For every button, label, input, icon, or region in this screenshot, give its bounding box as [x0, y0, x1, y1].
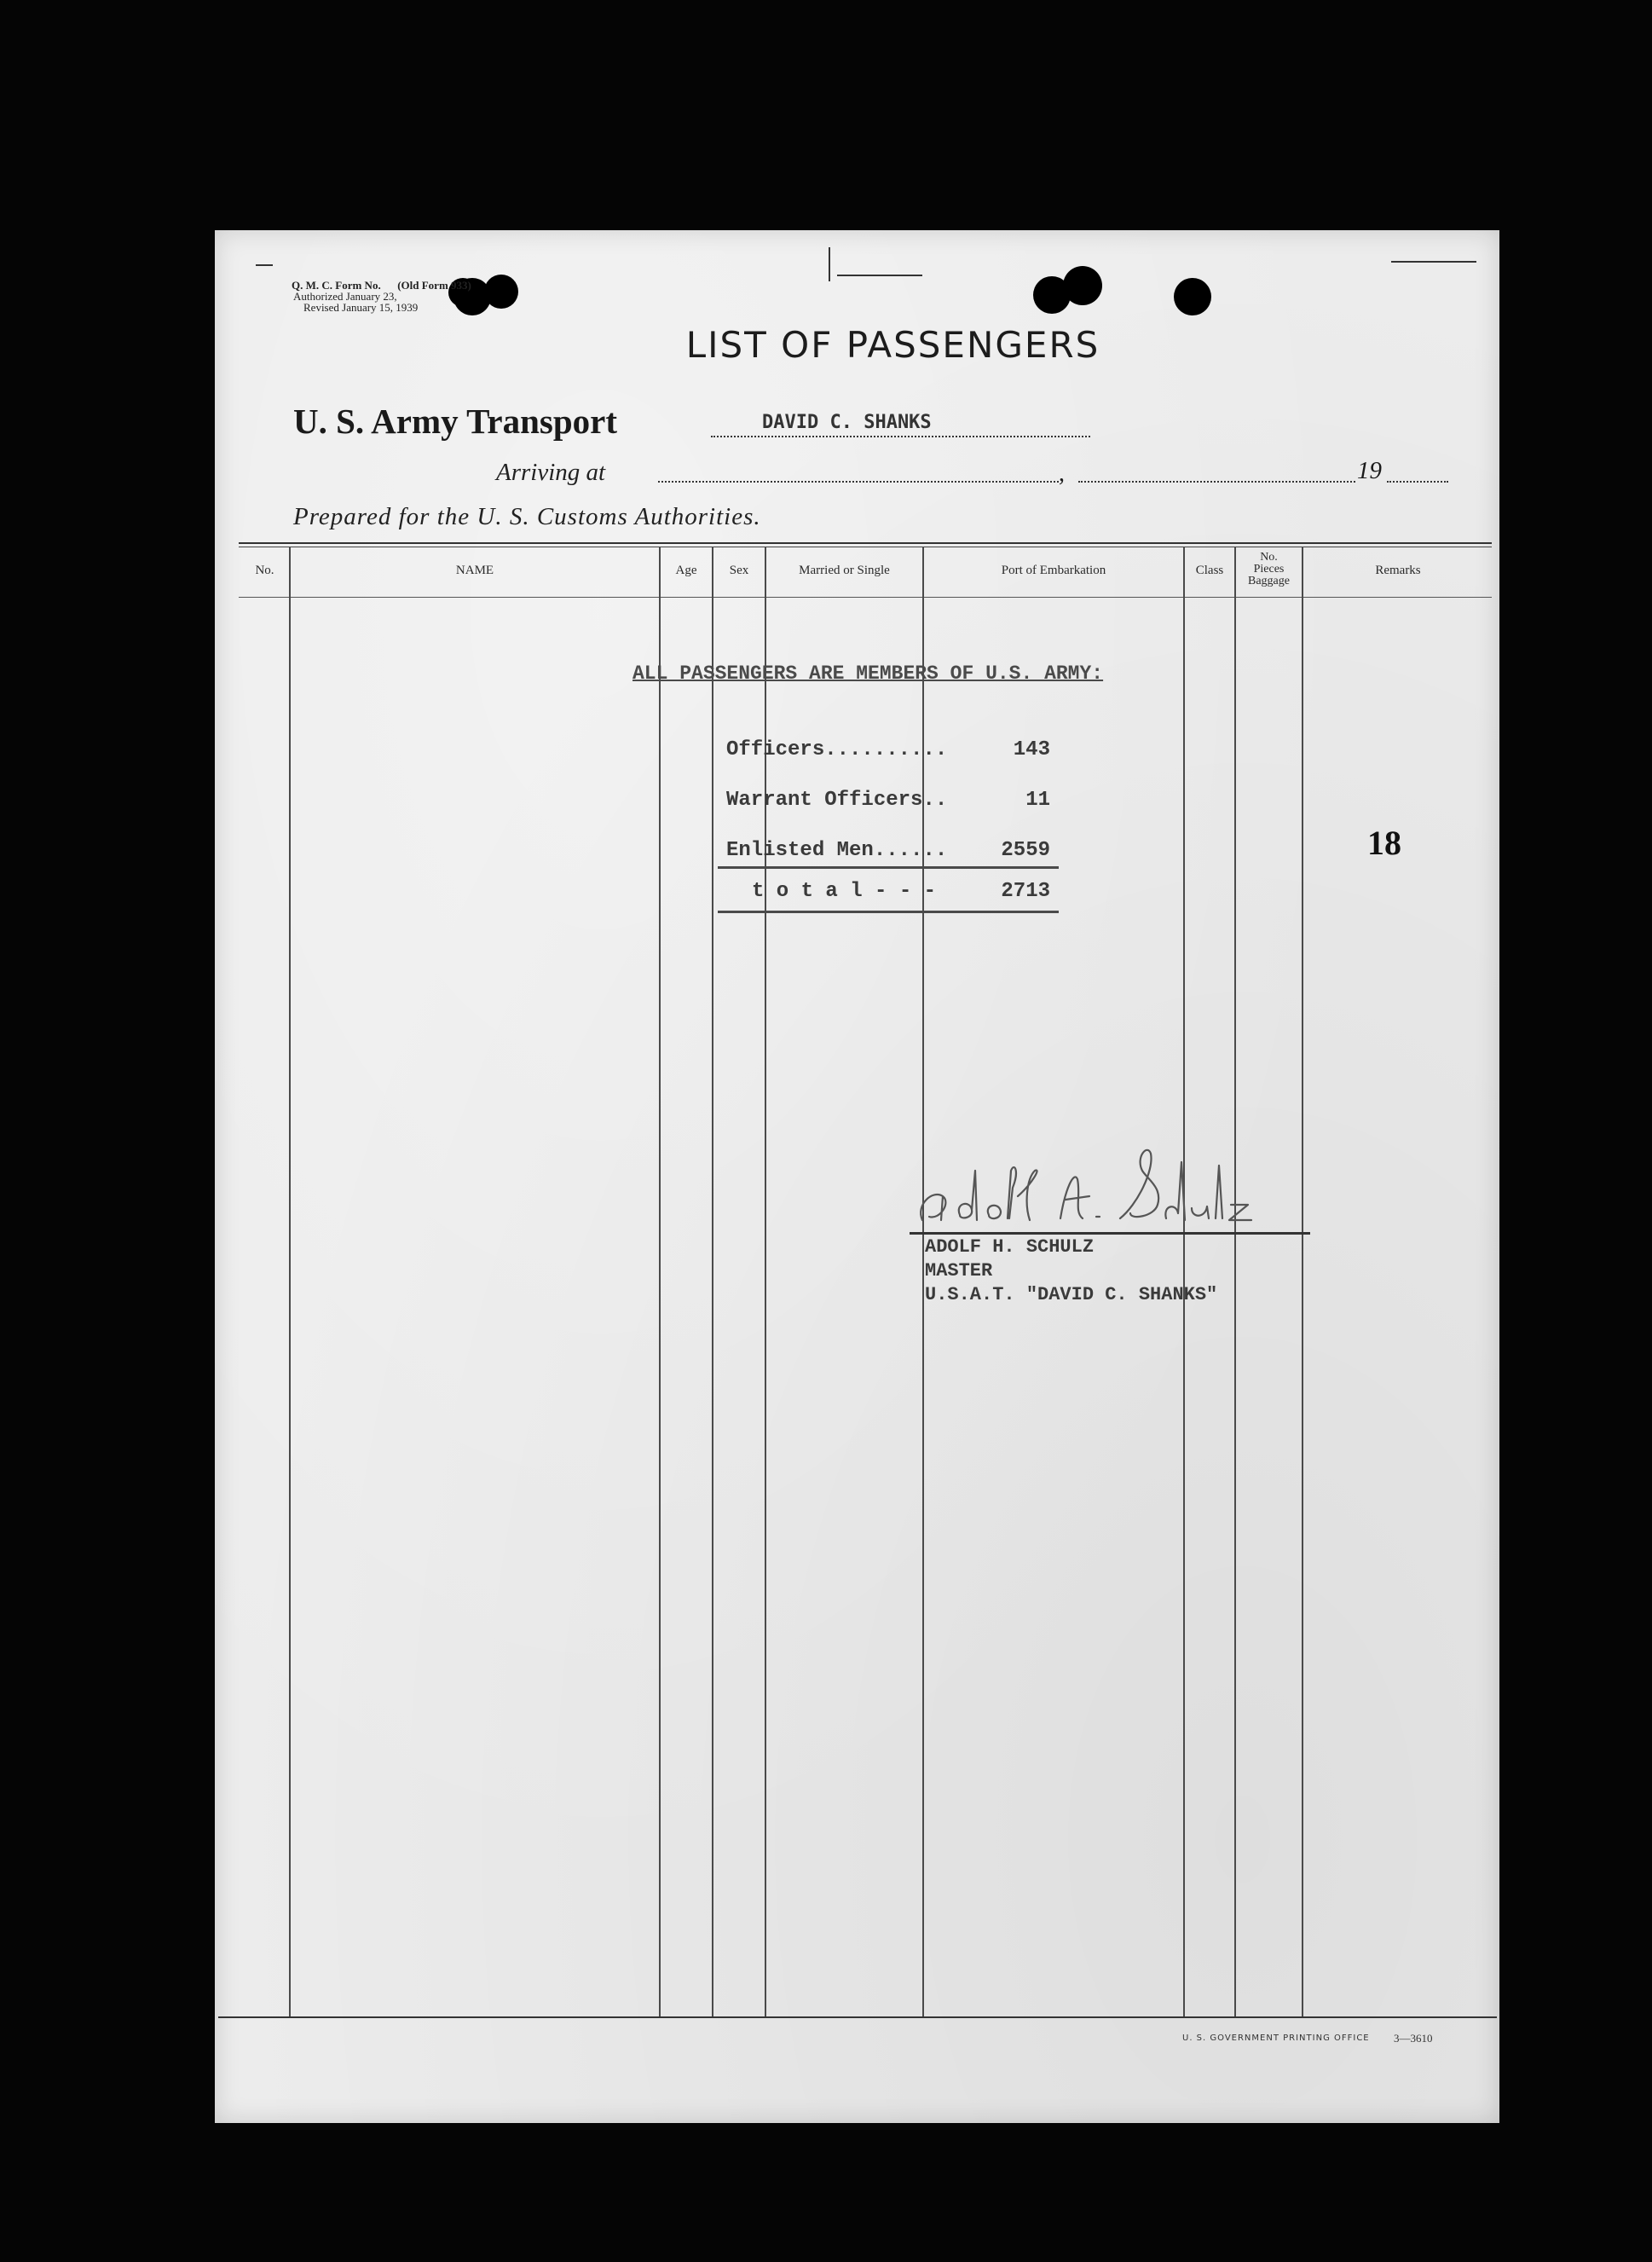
passengers-banner: ALL PASSENGERS ARE MEMBERS OF U.S. ARMY: — [632, 662, 1104, 685]
prepared-for: Prepared for the U. S. Customs Authorities. — [293, 503, 761, 530]
old-form-number: (Old Form 933) — [397, 279, 471, 292]
subtotal-rule — [718, 866, 1059, 869]
form-metadata — [292, 280, 471, 313]
arrival-date-field — [1078, 481, 1355, 483]
column-divider — [922, 547, 924, 2016]
column-divider — [712, 547, 713, 2016]
column-header-married-or-single: Married or Single — [799, 564, 890, 577]
column-divider — [1183, 547, 1185, 2016]
form-revised: Revised January 15, 1939 — [303, 301, 419, 314]
signature-rule — [910, 1232, 1310, 1235]
warrant-officers-count: 11 — [1025, 789, 1050, 812]
column-header-port-of-embarkation: Port of Embarkation — [1001, 564, 1106, 577]
page-title: LIST OF PASSENGERS — [685, 324, 1100, 366]
printing-office-imprint: U. S. GOVERNMENT PRINTING OFFICE — [1182, 2033, 1370, 2043]
transport-label: U. S. Army Transport — [293, 402, 618, 441]
pieces-header-line-2: Pieces — [1253, 563, 1285, 576]
punch-hole — [484, 275, 518, 309]
column-header-pieces-baggage — [1236, 552, 1302, 587]
remarks-sheet-number: 18 — [1367, 824, 1401, 862]
enlisted-men-count: 2559 — [1001, 839, 1050, 862]
passenger-list-form — [215, 230, 1499, 2123]
table-bottom-rule — [218, 2016, 1497, 2018]
column-divider — [289, 547, 291, 2016]
handwritten-signature — [907, 1137, 1265, 1222]
officers-label: Officers.......... — [726, 738, 948, 761]
total-rule — [718, 911, 1059, 913]
margin-mark — [837, 275, 922, 276]
column-header-name: NAME — [455, 564, 494, 577]
enlisted-men-label: Enlisted Men...... — [726, 839, 948, 862]
pieces-header-line-3: Baggage — [1248, 575, 1290, 587]
punch-hole — [1174, 278, 1211, 315]
signatory-name: ADOLF H. SCHULZ — [925, 1236, 1095, 1258]
total-label: t o t a l - - - — [752, 880, 937, 903]
column-header-sex: Sex — [729, 564, 749, 577]
warrant-officers-label: Warrant Officers.. — [726, 789, 948, 812]
column-divider — [1234, 547, 1236, 2016]
table-header-rule — [239, 597, 1492, 598]
column-header-remarks: Remarks — [1375, 564, 1421, 577]
column-divider — [765, 547, 766, 2016]
pieces-header-line-1: No. — [1260, 551, 1278, 564]
column-header-age: Age — [675, 564, 697, 577]
margin-mark — [256, 264, 273, 266]
arrival-year-field — [1387, 481, 1448, 483]
total-count: 2713 — [1001, 880, 1050, 903]
form-number: Q. M. C. Form No. — [292, 279, 381, 292]
officers-count: 143 — [1013, 738, 1050, 761]
table-top-rule — [239, 542, 1492, 544]
column-divider — [659, 547, 661, 2016]
printing-office-code: 3—3610 — [1394, 2032, 1433, 2045]
column-header-no: No. — [255, 564, 274, 577]
arriving-label: Arriving at — [496, 459, 606, 486]
signatory-title: MASTER — [925, 1260, 993, 1281]
arrival-year-prefix: 19 — [1357, 457, 1382, 484]
ship-name-field: DAVID C. SHANKS — [711, 412, 1090, 437]
column-header-class: Class — [1195, 564, 1224, 577]
margin-mark — [829, 247, 830, 281]
form-authorized: Authorized January 23, — [293, 290, 397, 303]
arrival-port-field — [658, 481, 1059, 483]
signatory-vessel: U.S.A.T. "DAVID C. SHANKS" — [925, 1284, 1218, 1305]
margin-mark — [1391, 261, 1476, 263]
arrival-comma: , — [1059, 460, 1065, 487]
punch-hole — [1063, 266, 1102, 305]
column-divider — [1302, 547, 1303, 2016]
